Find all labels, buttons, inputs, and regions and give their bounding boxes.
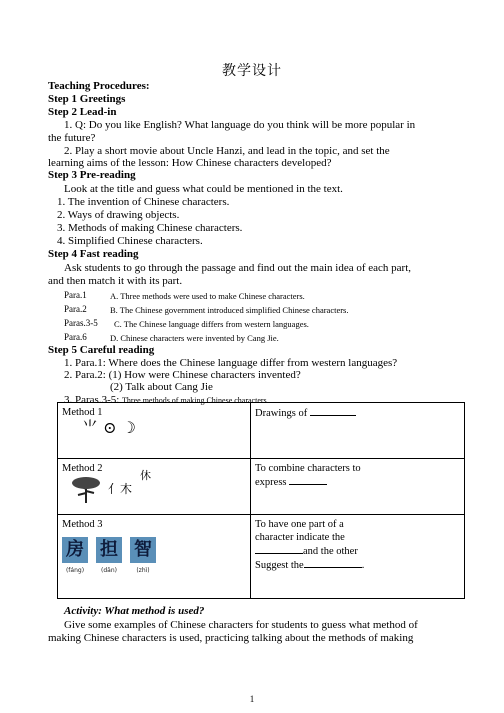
step1-heading: Step 1 Greetings bbox=[48, 93, 126, 105]
method2-glyphs-b: 休 bbox=[140, 469, 151, 482]
document-title: 教学设计 bbox=[222, 63, 282, 79]
step3-item: 1. The invention of Chinese characters. bbox=[57, 196, 230, 208]
method1-label: Method 1 bbox=[62, 407, 103, 418]
step2-q1-line2: the future? bbox=[48, 132, 96, 144]
methods-table bbox=[57, 402, 465, 599]
step5-q2b: (2) Talk about Cang Jie bbox=[110, 381, 213, 393]
match-text: B. The Chinese government introduced simplified Chinese characters. bbox=[110, 305, 349, 315]
activity-text-line1: Give some examples of Chinese characters for students to guess what method of bbox=[64, 619, 418, 631]
char-tile: 房 bbox=[62, 537, 88, 563]
method2-desc-a: To combine characters to bbox=[255, 463, 361, 474]
step3-intro: Look at the title and guess what could be mentioned in the text. bbox=[64, 183, 343, 195]
step2-q1-line1: 1. Q: Do you like English? What language do you think will be more popular in bbox=[64, 119, 416, 131]
answer-blank bbox=[255, 544, 303, 554]
match-para: Para.1 bbox=[64, 290, 87, 300]
procedures-heading: Teaching Procedures: bbox=[48, 80, 150, 92]
method3-desc-a: To have one part of a bbox=[255, 519, 344, 530]
char-pinyin: (dān) bbox=[101, 567, 117, 574]
step2-q2-line1: 2. Play a short movie about Uncle Hanzi, and lead in the topic, and set the bbox=[64, 145, 390, 157]
char-card bbox=[62, 537, 88, 577]
method3-desc-b: character indicate the bbox=[255, 532, 345, 543]
method3-label: Method 3 bbox=[62, 519, 103, 530]
step4-intro-line1: Ask students to go through the passage and find out the main idea of each part, bbox=[64, 262, 412, 274]
match-text: C. The Chinese language differs from western languages. bbox=[114, 319, 309, 329]
step4-intro-line2: and then match it with its part. bbox=[48, 275, 183, 287]
answer-blank bbox=[310, 406, 356, 416]
method2-cell bbox=[58, 459, 251, 515]
match-text: A. Three methods were used to make Chinese characters. bbox=[110, 291, 305, 301]
method1-desc-cell bbox=[251, 403, 465, 459]
answer-blank bbox=[289, 475, 327, 485]
method3-desc-cell bbox=[251, 515, 465, 599]
step3-item: 2. Ways of drawing objects. bbox=[57, 209, 180, 221]
tree-icon bbox=[66, 475, 106, 505]
method2-desc-b: express bbox=[255, 477, 287, 488]
step5-heading: Step 5 Careful reading bbox=[48, 344, 155, 356]
method3-desc-end: . bbox=[361, 560, 365, 571]
method3-cell bbox=[58, 515, 251, 599]
page-number: 1 bbox=[249, 694, 255, 704]
activity-heading: Activity: What method is used? bbox=[64, 605, 205, 617]
method1-glyphs: ⺌ ⊙ ☽ bbox=[82, 418, 136, 437]
method2-glyphs-a: 亻木 bbox=[108, 482, 133, 496]
step3-item: 3. Methods of making Chinese characters. bbox=[57, 222, 243, 234]
step2-heading: Step 2 Lead-in bbox=[48, 106, 117, 118]
method2-desc-cell bbox=[251, 459, 465, 515]
step4-heading: Step 4 Fast reading bbox=[48, 248, 139, 260]
step5-q3-caption: Three methods of making Chinese characters bbox=[122, 396, 267, 405]
method1-desc: Drawings of bbox=[255, 408, 308, 419]
step3-item: 4. Simplified Chinese characters. bbox=[57, 235, 203, 247]
match-para: Para.2 bbox=[64, 304, 87, 314]
table-row bbox=[58, 515, 465, 599]
char-pinyin: (fáng) bbox=[65, 567, 85, 574]
char-tile: 担 bbox=[96, 537, 122, 563]
match-text: D. Chinese characters were invented by Cang Jie. bbox=[110, 333, 279, 343]
activity-text-line2: making Chinese characters is used, practicing talking about the methods of making bbox=[48, 632, 414, 644]
step5-q2: 2. Para.2: (1) How were Chinese characters invented? bbox=[64, 369, 301, 381]
step5-q3-label: 3. Paras.3-5: bbox=[64, 394, 123, 406]
table-row bbox=[58, 403, 465, 459]
step2-q2-line2: learning aims of the lesson: How Chinese characters developed? bbox=[48, 157, 332, 169]
char-card bbox=[96, 537, 122, 577]
step5-q1: 1. Para.1: Where does the Chinese language differ from western languages? bbox=[64, 357, 398, 369]
step3-heading: Step 3 Pre-reading bbox=[48, 169, 136, 181]
match-para: Paras.3-5 bbox=[64, 318, 98, 328]
method1-cell bbox=[58, 403, 251, 459]
method3-desc-c: and the other bbox=[303, 546, 358, 557]
answer-blank bbox=[304, 558, 362, 568]
char-tile: 智 bbox=[130, 537, 156, 563]
table-row bbox=[58, 459, 465, 515]
method3-desc-d: Suggest the bbox=[255, 560, 304, 571]
method2-label: Method 2 bbox=[62, 463, 103, 474]
match-para: Para.6 bbox=[64, 332, 87, 342]
char-pinyin: (zhì) bbox=[136, 567, 150, 574]
char-card bbox=[130, 537, 156, 577]
